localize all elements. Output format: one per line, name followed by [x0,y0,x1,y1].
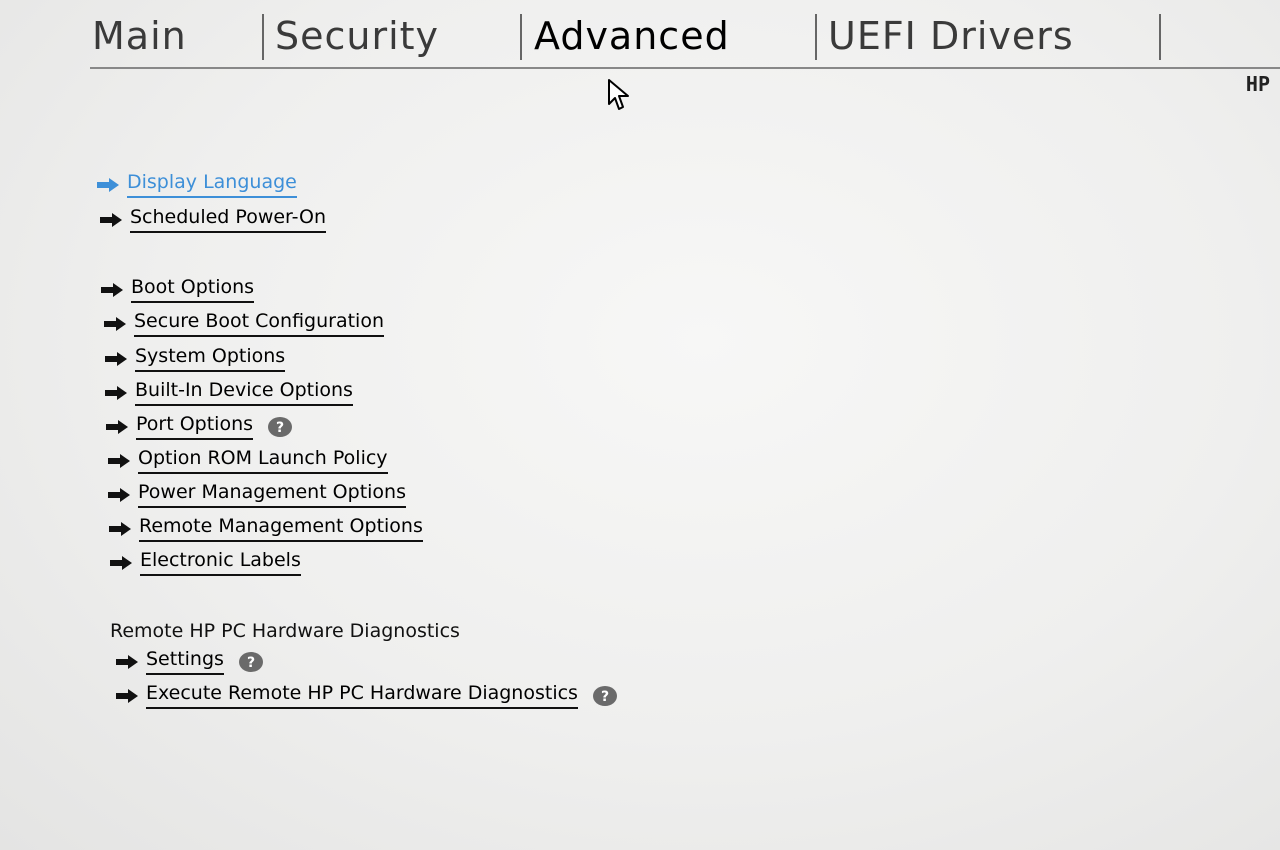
menu-item-label: Built-In Device Options [135,379,353,406]
brand-logo: HP [1245,72,1270,96]
menu-item-label: Execute Remote HP PC Hardware Diagnostics [146,682,578,709]
tab-divider [1159,14,1161,60]
menu-item-system-options[interactable] [105,345,285,372]
mouse-pointer-icon [607,78,631,112]
menu-item-secure-boot-configuration[interactable] [104,310,384,337]
menu-item-label: Remote Management Options [139,515,423,542]
menu-item-label: Option ROM Launch Policy [138,447,388,474]
right-arrow-icon [105,386,127,400]
menu-item-label: Port Options [136,413,253,440]
tab-divider [815,14,817,60]
right-arrow-icon [105,352,127,366]
menu-item-port-options[interactable] [106,413,293,440]
right-arrow-icon [110,556,132,570]
question-mark-icon[interactable] [592,685,618,707]
svg-text:?: ? [246,654,255,671]
menu-item-scheduled-power-on[interactable] [100,206,326,233]
menu-item-display-language[interactable] [97,171,297,198]
menu-item-label: System Options [135,345,285,372]
svg-text:?: ? [275,419,285,436]
right-arrow-icon [101,283,123,297]
right-arrow-icon [108,488,130,502]
tab-advanced[interactable]: Advanced [534,14,730,58]
menu-item-boot-options[interactable] [101,276,254,303]
menu-item-power-management-options[interactable] [108,481,406,508]
svg-text:?: ? [600,688,610,705]
tab-security[interactable]: Security [275,14,440,58]
tab-divider [262,14,264,60]
menu-item-label: Secure Boot Configuration [134,310,384,337]
tab-underline [90,67,1280,69]
menu-item-remote-management-options[interactable] [109,515,423,542]
menu-item-label: Boot Options [131,276,254,303]
right-arrow-icon [100,213,122,227]
right-arrow-icon [109,522,131,536]
right-arrow-icon [116,689,138,703]
tab-uefi-drivers[interactable]: UEFI Drivers [828,14,1074,58]
right-arrow-icon [97,178,119,192]
menu-item-label: Scheduled Power-On [130,206,326,233]
right-arrow-icon [104,317,126,331]
section-heading-remote-diagnostics: Remote HP PC Hardware Diagnostics [110,620,460,642]
menu-item-label: Electronic Labels [140,549,301,576]
right-arrow-icon [116,655,138,669]
menu-item-option-rom-launch-policy[interactable] [108,447,388,474]
menu-item-label: Power Management Options [138,481,406,508]
question-mark-icon[interactable] [267,416,293,438]
menu-item-electronic-labels[interactable] [110,549,301,576]
tab-divider [520,14,522,60]
question-mark-icon[interactable] [238,651,264,673]
tab-bar [0,0,1280,70]
menu-item-label: Settings [146,648,224,675]
menu-item-built-in-device-options[interactable] [105,379,353,406]
menu-item-label: Display Language [127,171,297,198]
right-arrow-icon [108,454,130,468]
tab-main[interactable]: Main [92,14,187,58]
menu-item-diagnostics-settings[interactable] [116,648,264,675]
right-arrow-icon [106,420,128,434]
menu-item-execute-remote-diagnostics[interactable] [116,682,618,709]
